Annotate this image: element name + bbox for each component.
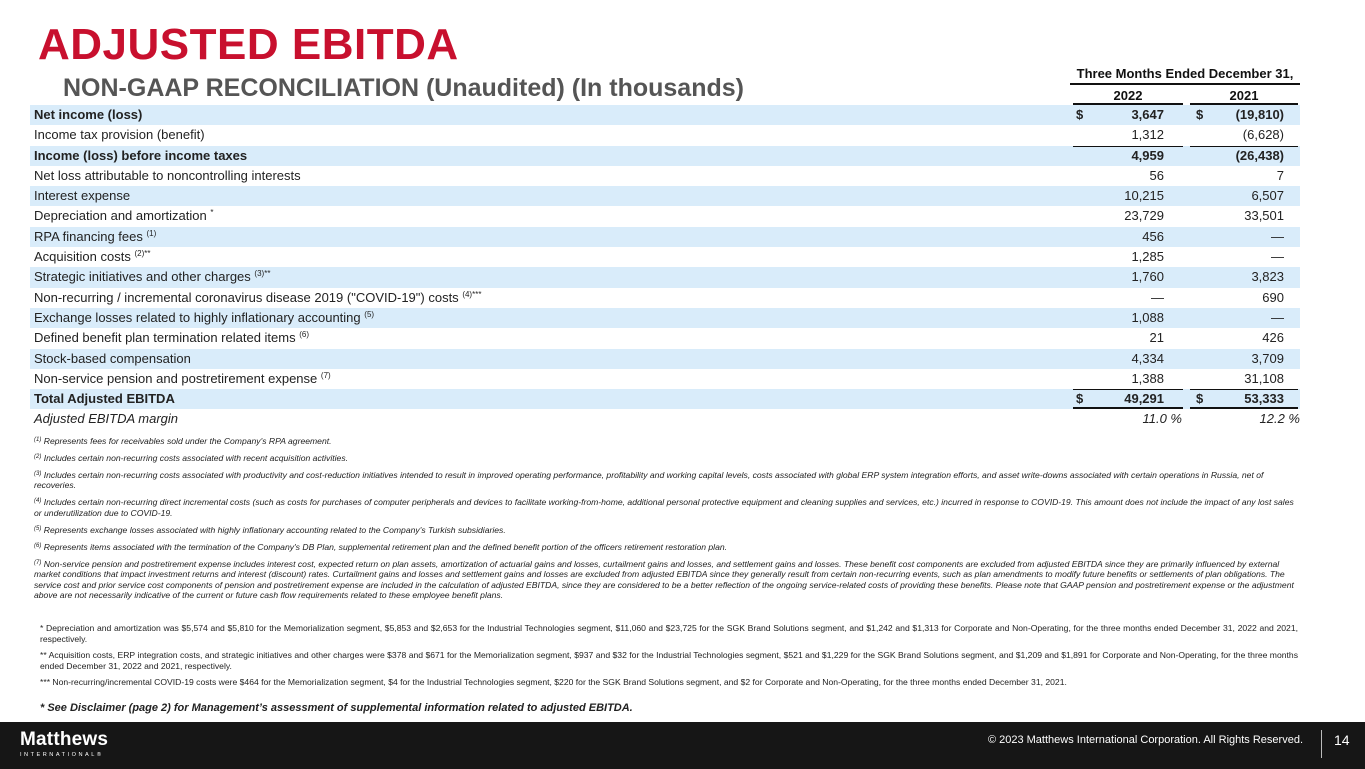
row-label: RPA financing fees $^{(1)}$ <box>34 228 157 244</box>
value-2021: 6,507 <box>1251 188 1284 204</box>
currency-symbol: $ <box>1196 391 1204 407</box>
footnote-marker: (3)** <box>254 269 271 279</box>
table-row <box>30 288 1300 308</box>
row-label: Income tax provision (benefit) <box>34 127 205 143</box>
value-2021: — <box>1271 228 1284 244</box>
table-row <box>30 247 1300 267</box>
slide-subtitle: NON-GAAP RECONCILIATION (Unaudited) (In thousands) <box>63 74 744 102</box>
period-header-rule <box>1070 83 1300 85</box>
value-2022: 11.0 % <box>1142 411 1182 427</box>
table-row <box>30 369 1300 389</box>
value-2021: 12.2 % <box>1259 411 1300 427</box>
table-row-margin <box>30 409 1300 429</box>
footnote: $^{(2)}$ Includes certain non-recurring costs associated with recent acquisition activities. <box>34 452 349 463</box>
footnote-marker: (7) <box>320 370 331 380</box>
currency-symbol: $ <box>1076 107 1084 122</box>
footnote: $^{(6)}$ Represents items associated with the termination of the Company's DB Plan, supplemental retirement plan and the defined benefit portion of the officers retirement restoration plan. <box>34 541 728 552</box>
row-label: Non-recurring / incremental coronavirus disease 2019 ("COVID-19") costs $^{(4)***}$ <box>34 289 482 305</box>
value-2022: 56 <box>1149 167 1164 183</box>
ebitda-reconciliation-table <box>30 105 1300 430</box>
value-2021: — <box>1271 249 1284 265</box>
row-label: Exchange losses related to highly inflationary accounting $^{(5)}$ <box>34 309 375 325</box>
segment-note: * Depreciation and amortization was $5,574 and $5,810 for the Memorialization segment, $5,853 and $2,653 for the Industrial Technologies segment, $11,060 and $23,725 for the SGK Brand Solutions segment, and $1,242 and $1,313 for Corporate and Non-Operating, for the three months ended December 31, 2022 and 2021, respectively. <box>40 623 1298 644</box>
value-2021: 426 <box>1262 330 1284 346</box>
slide-title: ADJUSTED EBITDA <box>38 20 459 69</box>
table-row <box>30 206 1300 226</box>
footnote: $^{(3)}$ Includes certain non-recurring costs associated with productivity and cost-reduction initiatives intended to result in improved operating performance, profitability and working capital levels, costs associated with global ERP system integration efforts, and asset write-downs associated with certain operations in Russia, net of recoveries. <box>34 469 1264 491</box>
value-2021: 31,108 <box>1244 370 1284 386</box>
footnote-marker: (1) <box>146 228 157 238</box>
table-row <box>30 267 1300 287</box>
value-2021: 53,333 <box>1244 391 1284 407</box>
value-2022: 3,647 <box>1131 107 1164 122</box>
row-label: Net loss attributable to noncontrolling interests <box>34 167 301 183</box>
value-2022: 456 <box>1142 228 1164 244</box>
disclaimer: * See Disclaimer (page 2) for Management’s assessment of supplemental information related to adjusted EBITDA. <box>40 702 633 714</box>
row-label: Income (loss) before income taxes <box>34 147 248 163</box>
value-2022: — <box>1151 289 1164 305</box>
segment-note: ** Acquisition costs, ERP integration costs, and strategic initiatives and other charges were $378 and $671 for the Memorialization segment, $937 and $32 for the Industrial Technologies segment, $521 and $1,229 for the SGK Brand Solutions segment, and $1,209 and $1,891 for Corporate and Non-Operating, for the three months ended December 31, 2022 and 2021, respectively. <box>40 650 1298 671</box>
table-row <box>30 125 1300 145</box>
footnote-marker: (4)*** <box>462 289 482 299</box>
value-2022: 1,285 <box>1131 249 1164 265</box>
value-2022: 1,760 <box>1131 269 1164 285</box>
value-2021: (26,438) <box>1235 147 1284 163</box>
footnote-marker: (6) <box>299 330 309 340</box>
table-row <box>30 349 1300 369</box>
value-2021: 3,823 <box>1251 269 1284 285</box>
value-2021: — <box>1271 309 1284 325</box>
footnote: $^{(1)}$ Represents fees for receivables sold under the Company's RPA agreement. <box>34 436 332 446</box>
value-2022: 4,959 <box>1131 147 1164 163</box>
year-2021-header: 2021 <box>1229 88 1259 103</box>
segment-notes <box>40 623 1298 693</box>
table-row-total <box>30 389 1300 409</box>
matthews-logo <box>20 729 108 758</box>
table-row <box>30 227 1300 247</box>
currency-symbol: $ <box>1196 107 1204 122</box>
value-2021: 3,709 <box>1251 350 1284 366</box>
row-label: Adjusted EBITDA margin <box>34 411 179 427</box>
row-label: Net income (loss) <box>34 107 143 122</box>
footnote-marker: (5) <box>364 309 375 319</box>
table-row <box>30 308 1300 328</box>
logo-wordmark: Matthews <box>20 729 109 750</box>
footnotes <box>34 436 1300 607</box>
value-2022: 10,215 <box>1124 188 1164 204</box>
table-row <box>30 186 1300 206</box>
value-2022: 4,334 <box>1131 350 1164 366</box>
value-2021: 7 <box>1276 167 1284 183</box>
row-label: Acquisition costs $^{(2)**}$ <box>34 249 151 265</box>
value-2022: 49,291 <box>1124 391 1164 407</box>
value-2021: 690 <box>1262 289 1284 305</box>
row-label: Non-service pension and postretirement expense $^{(7)}$ <box>34 370 331 386</box>
value-2021: (6,628) <box>1242 127 1284 143</box>
value-2022: 1,088 <box>1131 309 1164 325</box>
page-number: 14 <box>1334 732 1350 748</box>
logo-tagline: INTERNATIONAL® <box>20 752 104 758</box>
value-2021: 33,501 <box>1244 208 1284 224</box>
footer-divider <box>1321 730 1322 758</box>
footnote: $^{(7)}$ Non-service pension and postretirement expense includes interest cost, expected return on plan assets, amortization of actuarial gains and losses, curtailment gains and losses, and settlement gains and losses. These benefit cost components are excluded from adjusted EBITDA since they are primarily influenced by external market conditions that impact investment returns and interest (discount) rates. Curtailment gains and losses and settlement gains and losses are excluded from adjusted EBITDA since they generally result from certain non-recurring events, such as plan amendments to modify future benefits or settlements of plan obligations. The service cost and prior service cost components of pension and postretirement expense are included in the calculation of adjusted EBITDA, since they are considered to be a better reflection of the ongoing service-related costs of providing these benefits. Please note that GAAP pension and postretirement expense or the adjustment above are not necessarily indicative of the current or future cash flow requirements related to these employee benefit plans. <box>34 558 1294 601</box>
value-2022: 23,729 <box>1124 208 1164 224</box>
table-row <box>30 166 1300 186</box>
footnote-marker: * <box>210 208 214 218</box>
row-label: Strategic initiatives and other charges $^{(3)**}$ <box>34 269 271 285</box>
value-2022: 1,388 <box>1131 370 1164 386</box>
year-2022-header: 2022 <box>1113 88 1143 103</box>
segment-note: *** Non-recurring/incremental COVID-19 costs were $464 for the Memorialization segment, $4 for the Industrial Technologies segment, $220 for the SGK Brand Solutions segment, and $2 for Corporate and Non-Operating, for the three months ended December 31, 2021. <box>40 677 1067 687</box>
value-2021: (19,810) <box>1235 107 1284 122</box>
copyright-notice: © 2023 Matthews International Corporation. All Rights Reserved. <box>987 734 1303 746</box>
row-label: Stock-based compensation <box>34 350 191 366</box>
row-label: Defined benefit plan termination related items $^{(6)}$ <box>34 330 309 346</box>
footer-bar <box>0 722 1365 769</box>
footnote: $^{(4)}$ Includes certain non-recurring direct incremental costs (such as costs for purchases of computer peripherals and devices to facilitate working-from-home, additional personal protective equipment and cleaning supplies and services, etc.) incurred in response to COVID-19. This amount does not include the impact of any lost sales or underutilization due to COVID-19. <box>34 497 1294 518</box>
footnote: $^{(5)}$ Represents exchange losses associated with highly inflationary accounting related to the Company's Turkish subsidiaries. <box>34 524 506 535</box>
row-label: Depreciation and amortization * <box>34 208 214 224</box>
table-row <box>30 105 1300 125</box>
period-header: Three Months Ended December 31, <box>1076 66 1294 81</box>
subtotal-rule <box>1073 146 1183 147</box>
row-label: Total Adjusted EBITDA <box>34 391 175 407</box>
value-2022: 21 <box>1149 330 1164 346</box>
table-row <box>30 328 1300 348</box>
value-2022: 1,312 <box>1131 127 1164 143</box>
table-row <box>30 146 1300 166</box>
footnote-marker: (2)** <box>134 249 151 259</box>
row-label: Interest expense <box>34 188 131 204</box>
currency-symbol: $ <box>1076 391 1084 407</box>
